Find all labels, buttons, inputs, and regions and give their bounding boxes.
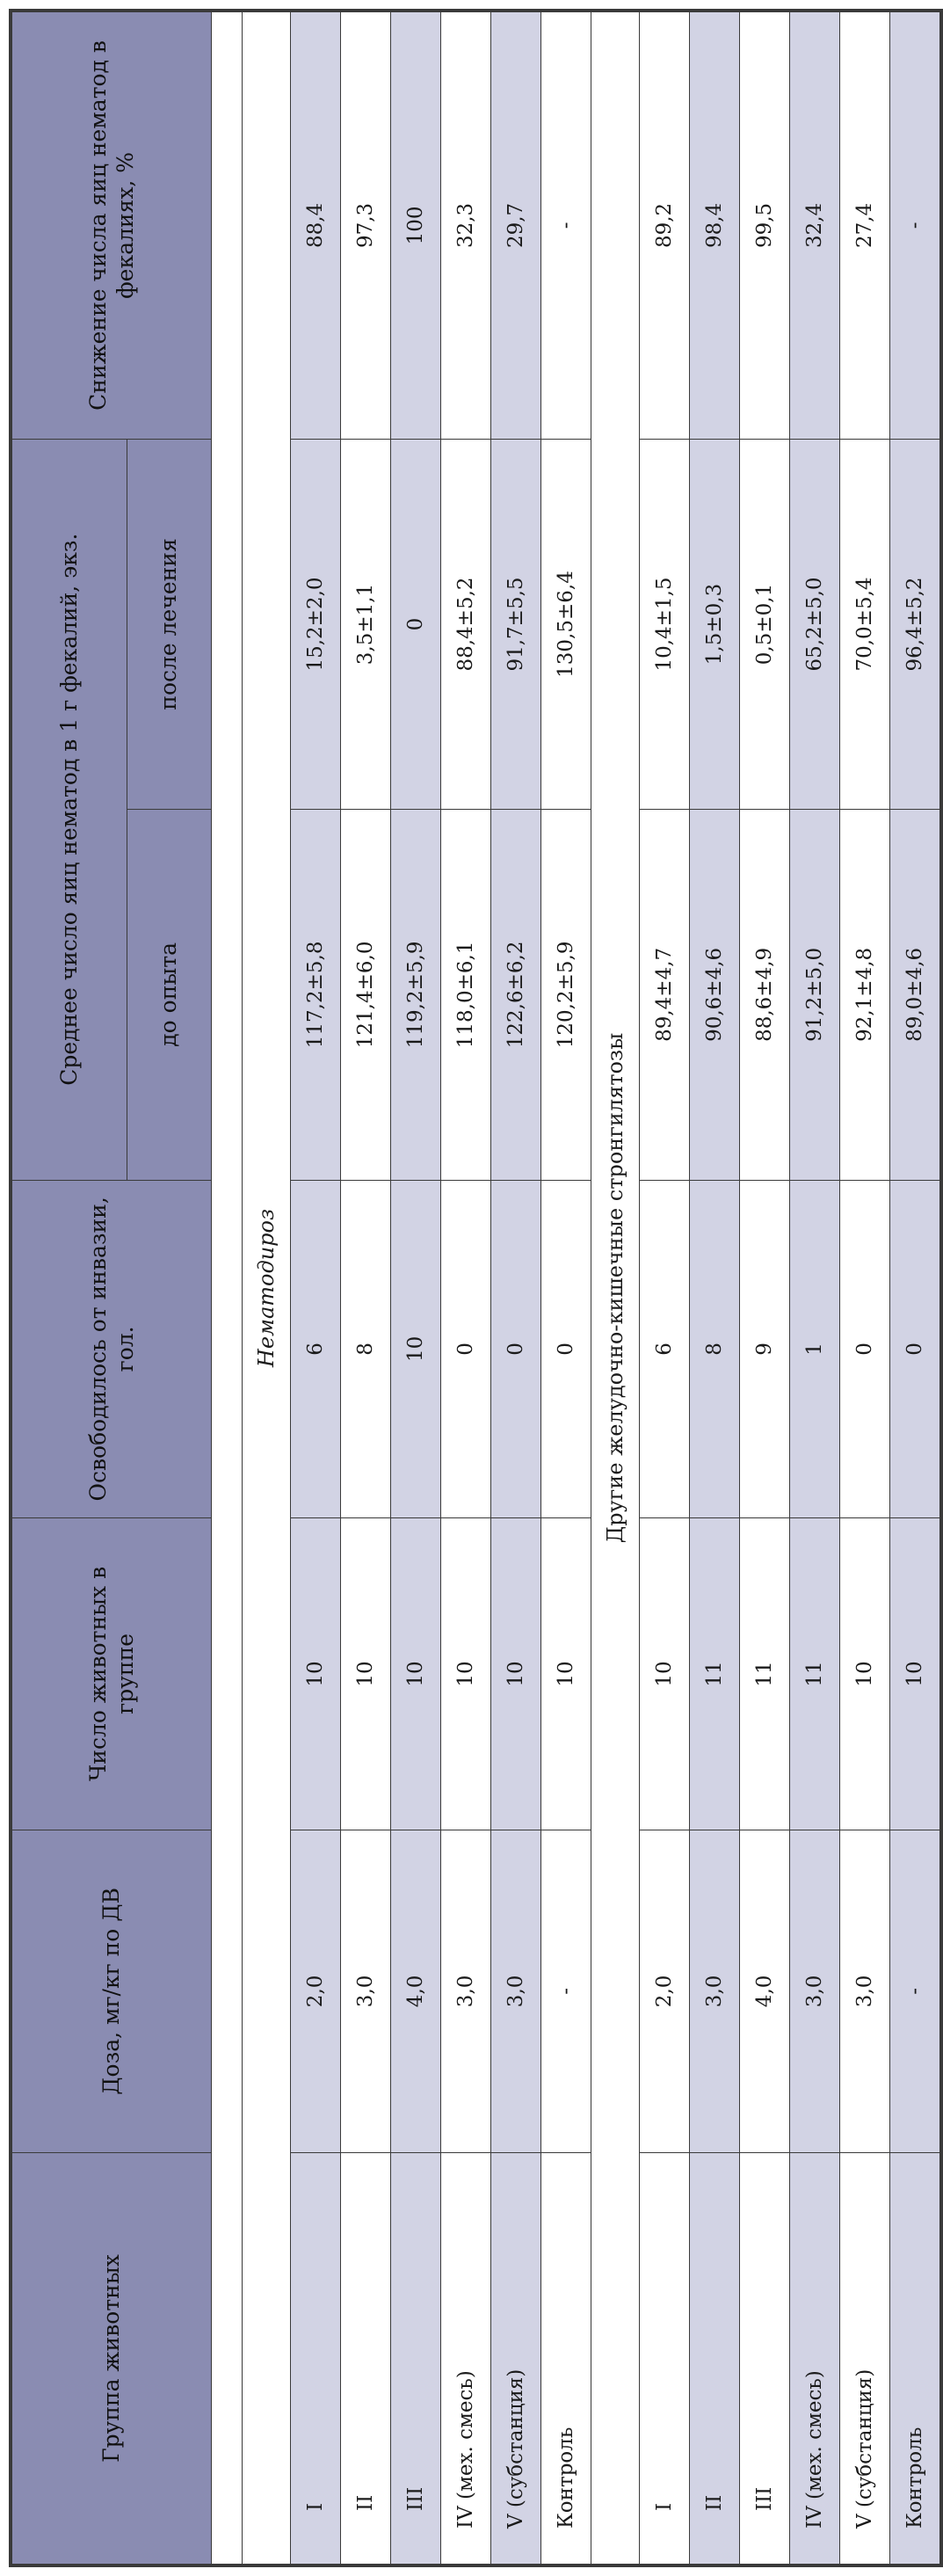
cell-dose: - (540, 1830, 591, 2152)
cell-count: 11 (739, 1518, 789, 1830)
spacer-row (211, 11, 242, 2565)
cell-freed: 8 (689, 1180, 739, 1518)
cell-count: 10 (540, 1518, 591, 1830)
cell-dose: 2,0 (290, 1830, 340, 2152)
cell-reduction: - (540, 11, 591, 439)
cell-reduction: 27,4 (839, 11, 889, 439)
cell-before: 89,4±4,7 (639, 810, 689, 1180)
cell-dose: - (889, 1830, 941, 2152)
cell-group: III (390, 2153, 440, 2565)
cell-count: 11 (789, 1518, 839, 1830)
cell-count: 10 (889, 1518, 941, 1830)
section-row (242, 11, 290, 2565)
cell-before: 90,6±4,6 (689, 810, 739, 1180)
cell-before: 117,2±5,8 (290, 810, 340, 1180)
cell-group: V (субстанция) (490, 2153, 540, 2565)
cell-group: Контроль (889, 2153, 941, 2565)
header-dose: Доза, мг/кг по ДВ (11, 1830, 211, 2152)
cell-after: 3,5±1,1 (340, 439, 390, 809)
cell-dose: 3,0 (490, 1830, 540, 2152)
cell-group: Контроль (540, 2153, 591, 2565)
cell-reduction: 100 (390, 11, 440, 439)
cell-before: 92,1±4,8 (839, 810, 889, 1180)
table-row (639, 11, 689, 2565)
cell-count: 11 (689, 1518, 739, 1830)
table-row (839, 11, 889, 2565)
table-header (11, 11, 211, 2565)
cell-before: 88,6±4,9 (739, 810, 789, 1180)
cell-group: II (340, 2153, 390, 2565)
cell-count: 10 (440, 1518, 490, 1830)
table-row (739, 11, 789, 2565)
cell-group: III (739, 2153, 789, 2565)
section-title: Другие желудочно-кишечные стронгилятозы (591, 11, 639, 2565)
cell-reduction: 97,3 (340, 11, 390, 439)
cell-freed: 6 (290, 1180, 340, 1518)
cell-after: 0,5±0,1 (739, 439, 789, 809)
cell-freed: 8 (340, 1180, 390, 1518)
table-row (390, 11, 440, 2565)
cell-before: 119,2±5,9 (390, 810, 440, 1180)
header-eggs: Среднее число яиц нематод в 1 г фекалий, экз. (11, 439, 127, 1180)
results-table (9, 9, 943, 2567)
cell-after: 91,7±5,5 (490, 439, 540, 809)
cell-before: 120,2±5,9 (540, 810, 591, 1180)
table-row (889, 11, 941, 2565)
cell-after: 65,2±5,0 (789, 439, 839, 809)
cell-before: 121,4±6,0 (340, 810, 390, 1180)
cell-dose: 3,0 (689, 1830, 739, 2152)
cell-dose: 3,0 (789, 1830, 839, 2152)
cell-reduction: 88,4 (290, 11, 340, 439)
cell-freed: 0 (440, 1180, 490, 1518)
cell-group: IV (мех. смесь) (789, 2153, 839, 2565)
cell-dose: 3,0 (440, 1830, 490, 2152)
cell-reduction: 99,5 (739, 11, 789, 439)
cell-after: 96,4±5,2 (889, 439, 941, 809)
cell-reduction: 32,3 (440, 11, 490, 439)
table-row (789, 11, 839, 2565)
table-body (211, 11, 941, 2565)
cell-group: I (639, 2153, 689, 2565)
cell-after: 10,4±1,5 (639, 439, 689, 809)
table-row (490, 11, 540, 2565)
table-row (689, 11, 739, 2565)
cell-reduction: 89,2 (639, 11, 689, 439)
cell-before: 89,0±4,6 (889, 810, 941, 1180)
cell-freed: 0 (839, 1180, 889, 1518)
header-group: Группа животных (11, 2153, 211, 2565)
cell-dose: 2,0 (639, 1830, 689, 2152)
cell-group: IV (мех. смесь) (440, 2153, 490, 2565)
spacer-cell (211, 11, 242, 2565)
cell-count: 10 (290, 1518, 340, 1830)
table-row (440, 11, 490, 2565)
cell-count: 10 (390, 1518, 440, 1830)
cell-dose: 3,0 (340, 1830, 390, 2152)
cell-count: 10 (340, 1518, 390, 1830)
cell-freed: 6 (639, 1180, 689, 1518)
cell-after: 130,5±6,4 (540, 439, 591, 809)
cell-after: 0 (390, 439, 440, 809)
cell-count: 10 (490, 1518, 540, 1830)
cell-reduction: 29,7 (490, 11, 540, 439)
cell-group: V (субстанция) (839, 2153, 889, 2565)
table-row (540, 11, 591, 2565)
header-count: Число животных в группе (11, 1518, 211, 1830)
section-row (591, 11, 639, 2565)
cell-after: 15,2±2,0 (290, 439, 340, 809)
header-reduction: Снижение числа яиц нематод в фекалиях, % (11, 11, 211, 439)
cell-count: 10 (839, 1518, 889, 1830)
cell-dose: 3,0 (839, 1830, 889, 2152)
cell-reduction: 98,4 (689, 11, 739, 439)
cell-group: II (689, 2153, 739, 2565)
cell-dose: 4,0 (390, 1830, 440, 2152)
cell-freed: 0 (889, 1180, 941, 1518)
cell-before: 118,0±6,1 (440, 810, 490, 1180)
cell-count: 10 (639, 1518, 689, 1830)
cell-freed: 9 (739, 1180, 789, 1518)
cell-freed: 0 (490, 1180, 540, 1518)
cell-reduction: - (889, 11, 941, 439)
cell-before: 91,2±5,0 (789, 810, 839, 1180)
cell-before: 122,6±6,2 (490, 810, 540, 1180)
cell-freed: 0 (540, 1180, 591, 1518)
header-after: после лечения (127, 439, 211, 809)
table-row (290, 11, 340, 2565)
cell-reduction: 32,4 (789, 11, 839, 439)
cell-after: 1,5±0,3 (689, 439, 739, 809)
cell-dose: 4,0 (739, 1830, 789, 2152)
cell-after: 70,0±5,4 (839, 439, 889, 809)
table-row (340, 11, 390, 2565)
cell-freed: 10 (390, 1180, 440, 1518)
section-title: Нематодироз (242, 11, 290, 2565)
header-before: до опыта (127, 810, 211, 1180)
cell-group: I (290, 2153, 340, 2565)
cell-freed: 1 (789, 1180, 839, 1518)
cell-after: 88,4±5,2 (440, 439, 490, 809)
header-freed: Освободилось от инвазии, гол. (11, 1180, 211, 1518)
